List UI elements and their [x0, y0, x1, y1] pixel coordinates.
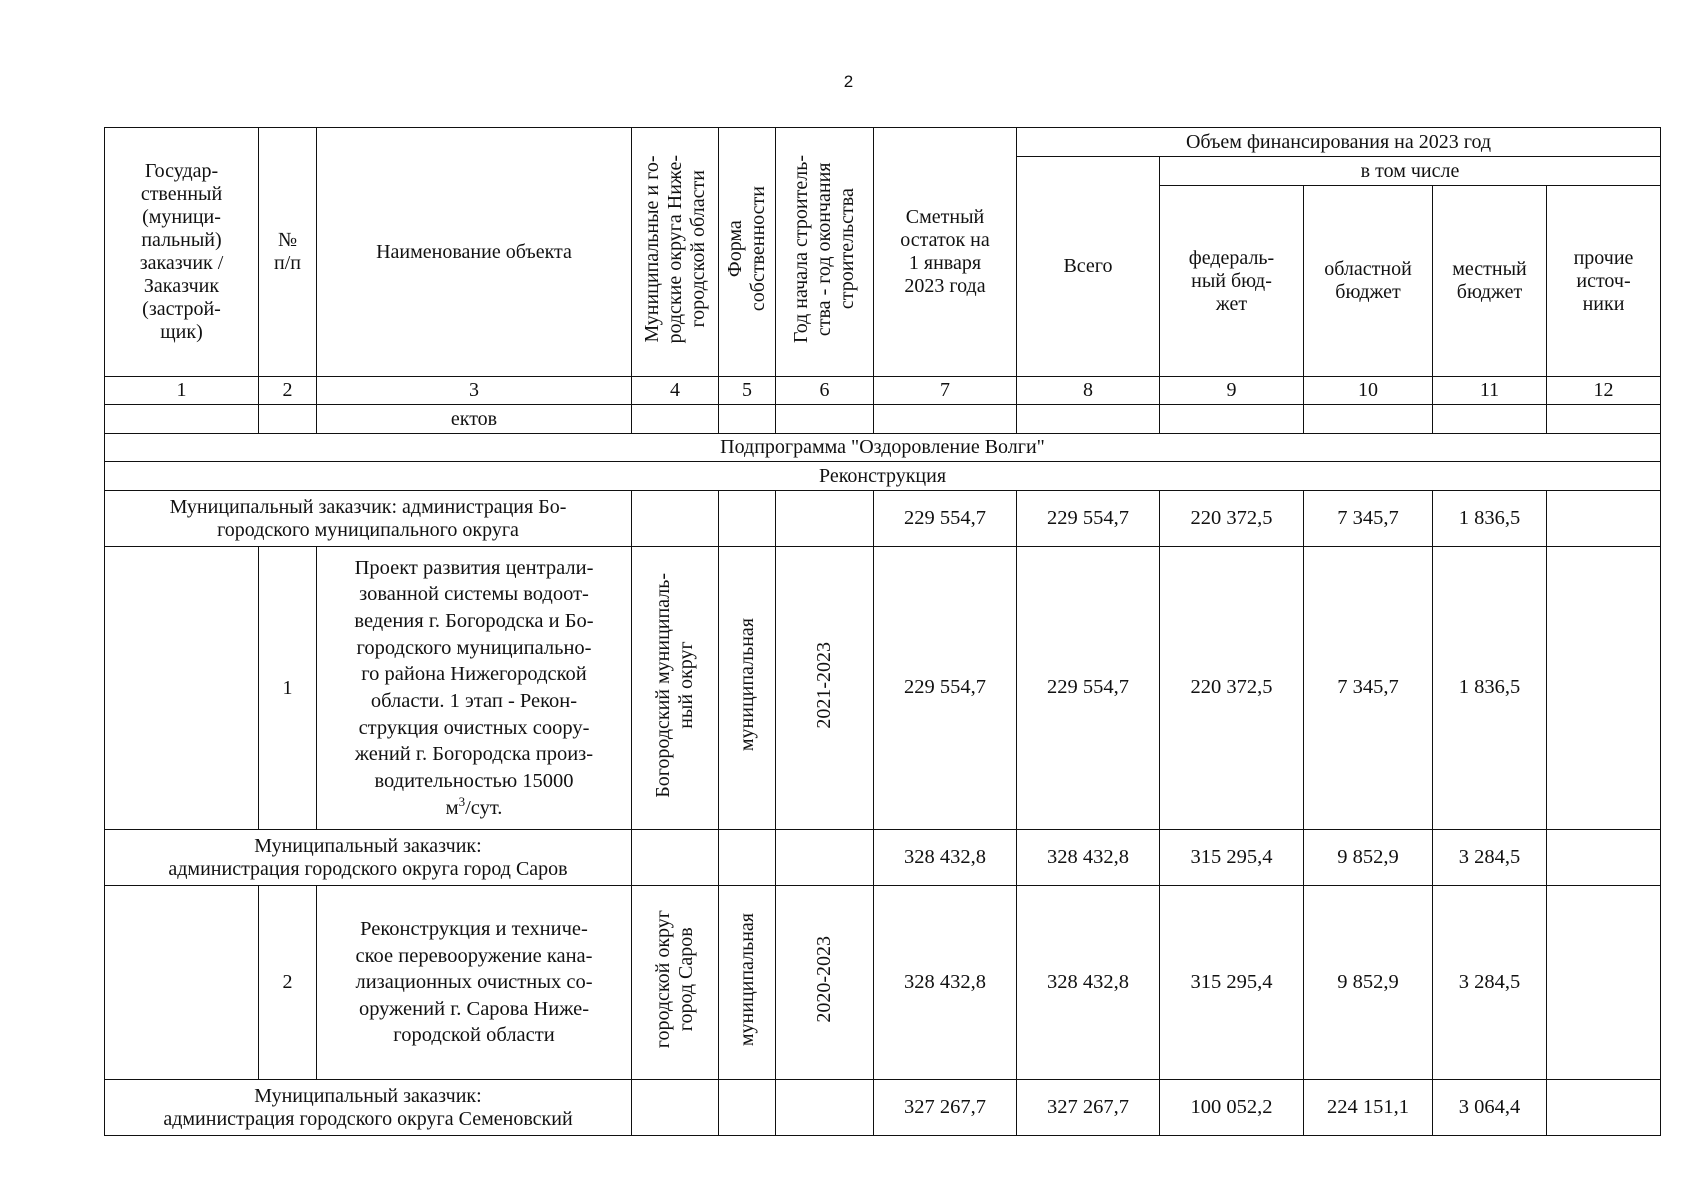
header-financing-group: Объем финансирования на 2023 год	[1017, 128, 1661, 157]
object-years: 2020-2023	[776, 886, 874, 1080]
customer-row	[105, 1080, 1661, 1136]
header-other: прочие источ- ники	[1547, 186, 1661, 377]
regional-cell: 224 151,1	[1304, 1080, 1433, 1136]
column-number: 5	[719, 377, 776, 405]
empty-cell	[776, 830, 874, 886]
header-ownership: Форма собственности	[719, 128, 776, 377]
subprogram-title: Подпрограмма "Оздоровление Волги"	[105, 434, 1661, 462]
superscript: 3	[458, 793, 466, 809]
empty-cell	[776, 1080, 874, 1136]
empty-cell	[259, 405, 317, 434]
header-local: местный бюджет	[1433, 186, 1547, 377]
object-municipality: городской округ город Саров	[632, 886, 719, 1080]
total-cell: 327 267,7	[1017, 1080, 1160, 1136]
column-number: 9	[1160, 377, 1304, 405]
local-cell: 1 836,5	[1433, 547, 1547, 830]
column-numbers-row	[105, 377, 1661, 405]
header-years: Год начала строитель- ства - год окончания строительства	[776, 128, 874, 377]
column-number: 10	[1304, 377, 1433, 405]
column-number: 7	[874, 377, 1017, 405]
column-number: 2	[259, 377, 317, 405]
other-cell	[1547, 886, 1661, 1080]
column-number: 11	[1433, 377, 1547, 405]
header-number: № п/п	[259, 128, 317, 377]
customer-row	[105, 491, 1661, 547]
column-number: 1	[105, 377, 259, 405]
local-cell: 1 836,5	[1433, 491, 1547, 547]
empty-cell	[719, 1080, 776, 1136]
header-customer: Государ- ственный (муници- пальный) заказчик / Заказчик (застрой- щик)	[105, 128, 259, 377]
customer-row	[105, 830, 1661, 886]
header-object-name: Наименование объекта	[317, 128, 632, 377]
column-number: 4	[632, 377, 719, 405]
total-cell: 328 432,8	[1017, 886, 1160, 1080]
column-number: 12	[1547, 377, 1661, 405]
object-name: Реконструкция и техниче- ское перевооружение кана- лизационных очистных со- оружений г. Сарова Ниже- городской области	[317, 886, 632, 1080]
regional-cell: 9 852,9	[1304, 830, 1433, 886]
object-name: Проект развития централи- зованной системы водоот- ведения г. Богородска и Бо- городского муниципально- го района Нижегородской области. 1 этап - Рекон- струкция очистных соору- жений г. Богородска произ- водительностью 15000 $м^3$/сут.	[317, 547, 632, 830]
header-row-1	[105, 128, 1661, 157]
object-number: 1	[259, 547, 317, 830]
empty-cell	[776, 405, 874, 434]
other-cell	[1547, 830, 1661, 886]
empty-cell	[1433, 405, 1547, 434]
empty-cell	[1547, 405, 1661, 434]
column-number: 8	[1017, 377, 1160, 405]
regional-cell: 7 345,7	[1304, 547, 1433, 830]
other-cell	[1547, 1080, 1661, 1136]
empty-cell	[719, 830, 776, 886]
object-municipality: Богородский муниципаль- ный округ	[632, 547, 719, 830]
balance-cell: 229 554,7	[874, 491, 1017, 547]
header-federal: федераль- ный бюд- жет	[1160, 186, 1304, 377]
local-cell: 3 284,5	[1433, 886, 1547, 1080]
column-number: 3	[317, 377, 632, 405]
header-including: в том числе	[1160, 157, 1661, 186]
section-title: Реконструкция	[105, 462, 1661, 491]
continuation-text: ектов	[317, 405, 632, 434]
empty-cell	[632, 830, 719, 886]
object-ownership: муниципальная	[719, 547, 776, 830]
empty-cell	[1017, 405, 1160, 434]
empty-cell	[105, 547, 259, 830]
empty-cell	[874, 405, 1017, 434]
total-cell: 229 554,7	[1017, 491, 1160, 547]
empty-cell	[105, 886, 259, 1080]
empty-cell	[719, 405, 776, 434]
financing-table	[104, 127, 1661, 1136]
header-balance: Сметный остаток на 1 января 2023 года	[874, 128, 1017, 377]
column-number: 6	[776, 377, 874, 405]
page-number: 2	[843, 72, 854, 91]
customer-name: Муниципальный заказчик: администрация городского округа Семеновский	[105, 1080, 632, 1136]
header-regional: областной бюджет	[1304, 186, 1433, 377]
continuation-row	[105, 405, 1661, 434]
federal-cell: 220 372,5	[1160, 491, 1304, 547]
empty-cell	[1304, 405, 1433, 434]
local-cell: 3 284,5	[1433, 830, 1547, 886]
object-row	[105, 886, 1661, 1080]
empty-cell	[632, 1080, 719, 1136]
object-number: 2	[259, 886, 317, 1080]
balance-cell: 328 432,8	[874, 886, 1017, 1080]
federal-cell: 315 295,4	[1160, 830, 1304, 886]
empty-cell	[632, 491, 719, 547]
header-total: Всего	[1017, 157, 1160, 377]
total-cell: 229 554,7	[1017, 547, 1160, 830]
header-municipality: Муниципальные и го- родские округа Ниже- городской области	[632, 128, 719, 377]
object-row	[105, 547, 1661, 830]
empty-cell	[776, 491, 874, 547]
subprogram-row	[105, 434, 1661, 462]
object-years: 2021-2023	[776, 547, 874, 830]
customer-name: Муниципальный заказчик: администрация Бо- городского муниципального округа	[105, 491, 632, 547]
local-cell: 3 064,4	[1433, 1080, 1547, 1136]
other-cell	[1547, 491, 1661, 547]
other-cell	[1547, 547, 1661, 830]
customer-name: Муниципальный заказчик: администрация городского округа город Саров	[105, 830, 632, 886]
empty-cell	[719, 491, 776, 547]
federal-cell: 220 372,5	[1160, 547, 1304, 830]
empty-cell	[1160, 405, 1304, 434]
balance-cell: 328 432,8	[874, 830, 1017, 886]
balance-cell: 327 267,7	[874, 1080, 1017, 1136]
total-cell: 328 432,8	[1017, 830, 1160, 886]
object-ownership: муниципальная	[719, 886, 776, 1080]
empty-cell	[105, 405, 259, 434]
regional-cell: 7 345,7	[1304, 491, 1433, 547]
federal-cell: 315 295,4	[1160, 886, 1304, 1080]
section-row	[105, 462, 1661, 491]
balance-cell: 229 554,7	[874, 547, 1017, 830]
regional-cell: 9 852,9	[1304, 886, 1433, 1080]
federal-cell: 100 052,2	[1160, 1080, 1304, 1136]
empty-cell	[632, 405, 719, 434]
